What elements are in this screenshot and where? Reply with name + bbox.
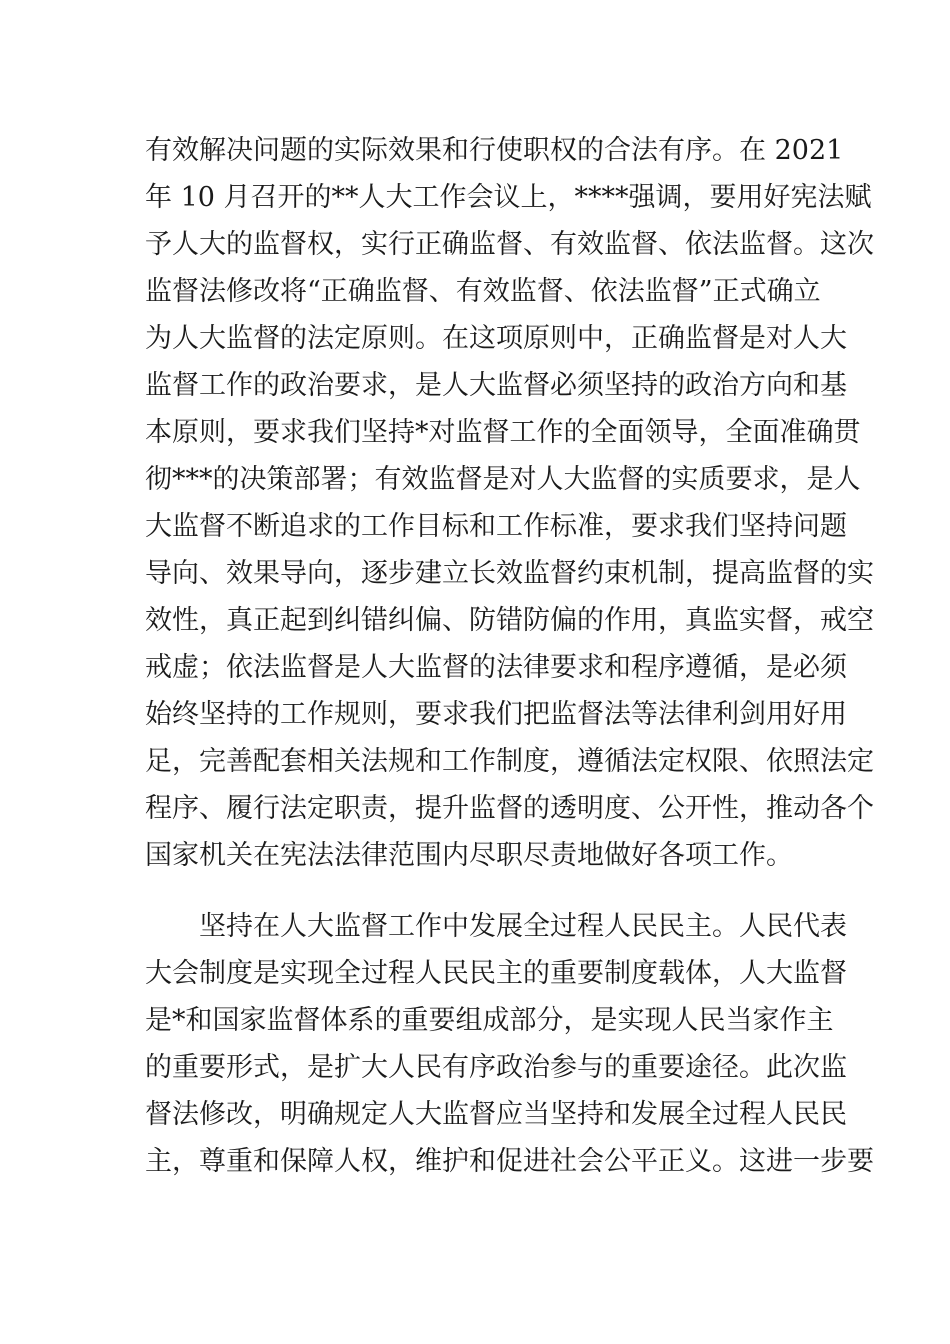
text-line: 足，完善配套相关法规和工作制度，遵循法定权限、依照法定 — [145, 746, 874, 777]
text-line: 有效解决问题的实际效果和行使职权的合法有序。在 2021 — [145, 135, 844, 166]
text-line: 本原则，要求我们坚持*对监督工作的全面领导，全面准确贯 — [145, 417, 861, 448]
text-line: 大会制度是实现全过程人民民主的重要制度载体，人大监督 — [145, 958, 847, 989]
text-line: 的重要形式，是扩大人民有序政治参与的重要途径。此次监 — [145, 1052, 847, 1083]
text-line: 是*和国家监督体系的重要组成部分，是实现人民当家作主 — [145, 1005, 834, 1036]
text-line: 主，尊重和保障人权，维护和促进社会公平正义。这进一步要 — [145, 1146, 874, 1177]
text-line: 国家机关在宪法法律范围内尽职尽责地做好各项工作。 — [145, 840, 793, 871]
text-line: 年 10 月召开的**人大工作会议上，****强调，要用好宪法赋 — [145, 182, 872, 213]
text-line: 程序、履行法定职责，提升监督的透明度、公开性，推动各个 — [145, 793, 874, 824]
text-line: 始终坚持的工作规则，要求我们把监督法等法律利剑用好用 — [145, 699, 847, 730]
text-line: 戒虚；依法监督是人大监督的法律要求和程序遵循，是必须 — [145, 652, 847, 683]
text-line: 为人大监督的法定原则。在这项原则中，正确监督是对人大 — [145, 323, 847, 354]
text-line: 监督法修改将“正确监督、有效监督、依法监督”正式确立 — [145, 276, 821, 307]
text-line: 彻***的决策部署；有效监督是对人大监督的实质要求，是人 — [145, 464, 861, 495]
text-line: 效性，真正起到纠错纠偏、防错防偏的作用，真监实督，戒空 — [145, 605, 874, 636]
text-line: 坚持在人大监督工作中发展全过程人民民主。人民代表 — [199, 911, 847, 942]
text-line: 导向、效果导向，逐步建立长效监督约束机制，提高监督的实 — [145, 558, 874, 589]
text-line: 大监督不断追求的工作目标和工作标准，要求我们坚持问题 — [145, 511, 847, 542]
text-line: 予人大的监督权，实行正确监督、有效监督、依法监督。这次 — [145, 229, 874, 260]
text-line: 监督工作的政治要求，是人大监督必须坚持的政治方向和基 — [145, 370, 847, 401]
text-line: 督法修改，明确规定人大监督应当坚持和发展全过程人民民 — [145, 1099, 847, 1130]
